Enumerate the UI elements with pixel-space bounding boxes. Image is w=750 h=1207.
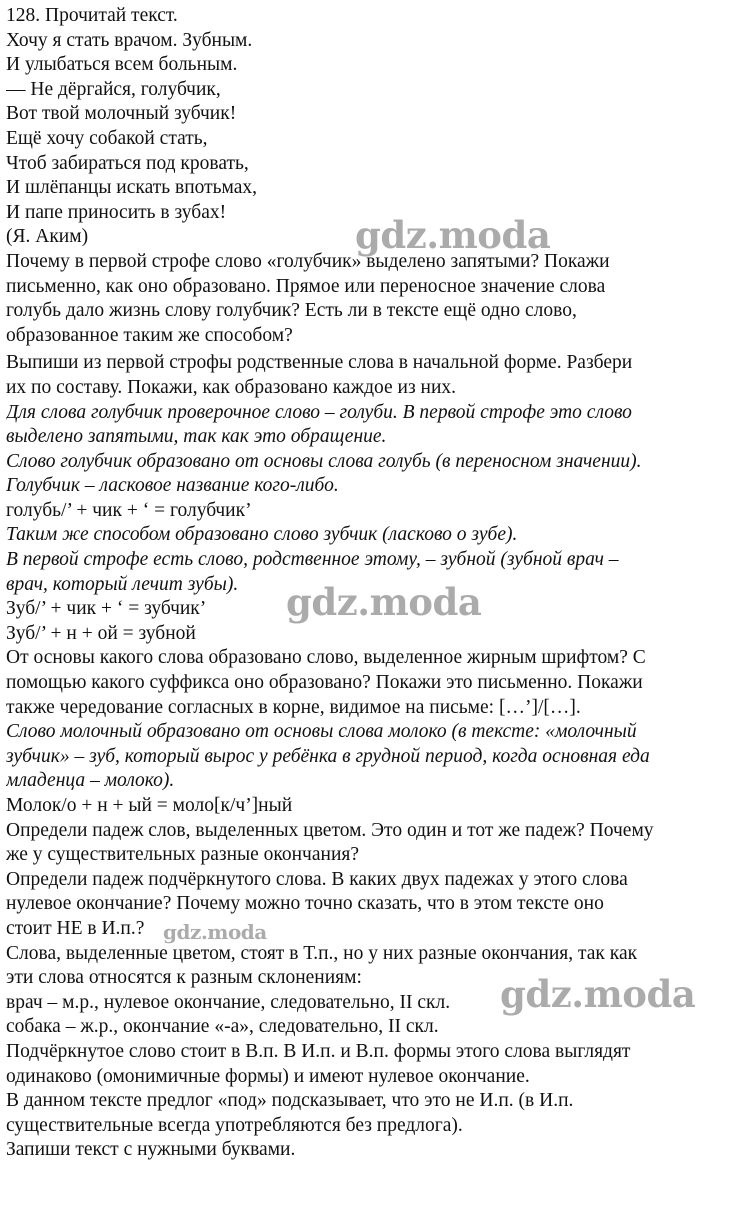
text-line: врач – м.р., нулевое окончание, следовательно, II скл. [6,991,451,1013]
text-line: врач, который лечит зубы). [6,573,239,595]
text-line: Молок/о + н + ый = моло[к/ч’]ный [6,795,293,816]
text-line: Запиши текст с нужными буквами. [6,1139,296,1161]
text-line: также чередование согласных в корне, видимое на письме: […’]/[…]. [6,696,581,718]
text-line: В данном тексте предлог «под» подсказывает, что это не И.п. (в И.п. [6,1090,574,1112]
text-line: Слова, выделенные цветом, стоят в Т.п., но у них разные окончания, так как [6,942,638,964]
text-line: Зуб/’ + н + ой = зубной [6,622,196,644]
text-line: существительные всегда употребляются без предлога). [6,1114,463,1136]
text-line: Выпиши из первой строфы родственные слова в начальной форме. Разбери [6,352,633,374]
text-line: 128. Прочитай текст. [6,5,178,26]
text-line: одинаково (омонимичные формы) и имеют нулевое окончание. [6,1065,530,1087]
text-line: зубчик» – зуб, который вырос у ребёнка в грудной период, когда основная еда [6,745,650,767]
text-line: Вот твой молочный зубчик! [6,103,237,125]
text-line: нулевое окончание? Почему можно точно сказать, что в этом тексте оно [6,893,604,915]
text-line: голубь/’ + чик + ‘ = голубчик’ [6,499,252,521]
text-line: Голубчик – ласковое название кого-либо. [6,475,339,497]
watermark: gdz.moda [355,213,551,257]
text-line: И шлёпанцы искать впотьмах, [6,177,258,199]
text-line: эти слова относятся к разным склонениям: [6,967,362,989]
text-line: голубь дало жизнь слову голубчик? Есть ли в тексте ещё одно слово, [6,300,577,322]
text-line: собака – ж.р., окончание «-а», следовательно, II скл. [6,1016,439,1038]
text-line: Ещё хочу собакой стать, [6,127,208,149]
text-line: Определи падеж слов, выделенных цветом. Это один и тот же падеж? Почему [6,819,654,841]
text-line: помощью какого суффикса оно образовано? Покажи это письменно. Покажи [6,672,643,694]
text-line: письменно, как оно образовано. Прямое или переносное значение слова [6,275,606,297]
text-line: Слово голубчик образовано от основы слова голубь (в переносном значении). [6,450,642,472]
text-line: (Я. Аким) [6,226,89,248]
watermark: gdz.moda [500,972,696,1016]
watermark: gdz.moda [163,920,267,944]
text-line: И папе приносить в зубах! [6,201,227,223]
text-line: образованное таким же способом? [6,324,293,346]
text-line: же у существительных разные окончания? [6,844,360,866]
text-line: стоит НЕ в И.п.? [6,917,145,939]
text-line: В первой строфе есть слово, родственное этому, – зубной (зубной врач – [6,549,619,571]
text-line: Для слова голубчик проверочное слово – голуби. В первой строфе это слово [6,401,632,423]
text-line: Хочу я стать врачом. Зубным. [6,29,253,51]
text-line: — Не дёргайся, голубчик, [6,78,221,100]
text-line: Подчёркнутое слово стоит в В.п. В И.п. и В.п. формы этого слова выглядят [6,1040,631,1062]
text-line: И улыбаться всем больным. [6,54,238,76]
watermark: gdz.moda [286,580,482,624]
text-line: Почему в первой строфе слово «голубчик» выделено запятыми? Покажи [6,250,610,272]
text-line: Определи падеж подчёркнутого слова. В каких двух падежах у этого слова [6,868,628,890]
text-line: Слово молочный образовано от основы слова молоко (в тексте: «молочный [6,721,637,743]
text-line: выделено запятыми, так как это обращение. [6,426,387,448]
text-line: От основы какого слова образовано слово, выделенное жирным шрифтом? С [6,647,646,669]
text-line: Таким же способом образовано слово зубчик (ласково о зубе). [6,524,518,546]
text-line: их по составу. Покажи, как образовано каждое из них. [6,376,457,398]
text-line: Чтоб забираться под кровать, [6,152,249,174]
text-line: младенца – молоко). [6,770,175,792]
text-line: Зуб/’ + чик + ‘ = зубчик’ [6,598,207,620]
